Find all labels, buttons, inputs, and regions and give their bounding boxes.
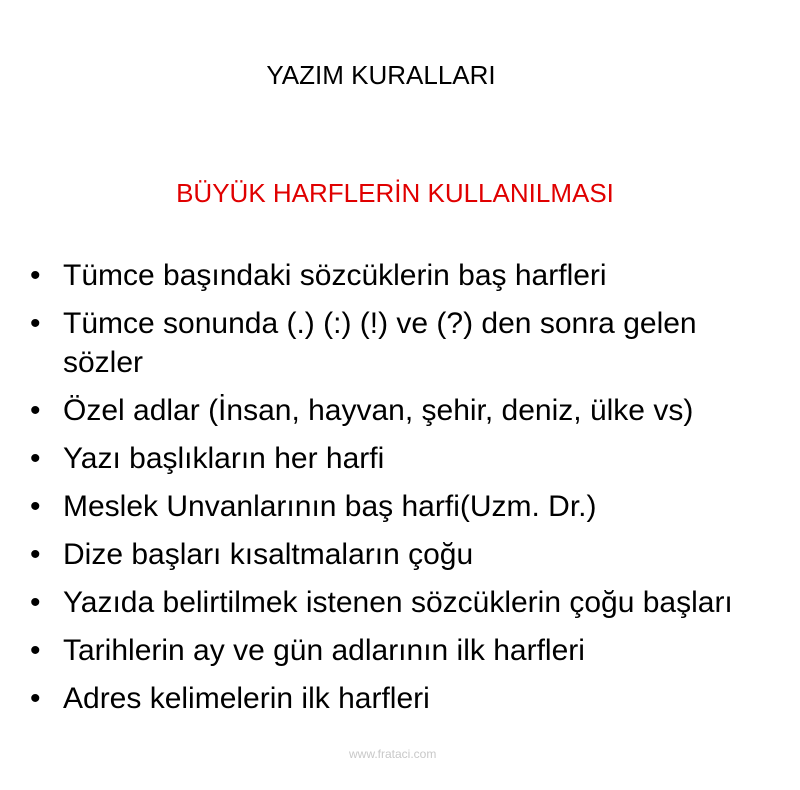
- bullet-icon: •: [30, 307, 41, 340]
- bullet-icon: •: [30, 538, 41, 571]
- bullet-item: [0, 391, 800, 430]
- bullet-item: [0, 304, 800, 382]
- bullet-icon: •: [30, 634, 41, 667]
- slide-title: YAZIM KURALLARI: [266, 60, 496, 90]
- bullet-text: Yazı başlıkların her harfi: [63, 442, 385, 475]
- bullet-item: [0, 256, 800, 295]
- bullet-text: Meslek Unvanlarının baş harfi(Uzm. Dr.): [63, 490, 597, 523]
- bullet-text: Tümce sonunda (.) (:) (!) ve (?) den sonra gelen sözler: [63, 307, 697, 379]
- bullet-icon: •: [30, 442, 41, 475]
- bullet-list: [0, 256, 800, 727]
- bullet-icon: •: [30, 394, 41, 427]
- slide-subtitle: BÜYÜK HARFLERİN KULLANILMASI: [176, 178, 614, 208]
- bullet-item: [0, 487, 800, 526]
- bullet-item: [0, 439, 800, 478]
- bullet-item: [0, 631, 800, 670]
- bullet-icon: •: [30, 586, 41, 619]
- bullet-text: Tümce başındaki sözcüklerin baş harfleri: [63, 259, 607, 292]
- bullet-text: Adres kelimelerin ilk harfleri: [63, 682, 430, 715]
- bullet-item: [0, 535, 800, 574]
- watermark: www.frataci.com: [349, 747, 437, 761]
- bullet-icon: •: [30, 682, 41, 715]
- bullet-text: Özel adlar (İnsan, hayvan, şehir, deniz, ülke vs): [63, 394, 694, 427]
- bullet-item: [0, 583, 800, 622]
- bullet-text: Dize başları kısaltmaların çoğu: [63, 538, 474, 571]
- bullet-icon: •: [30, 490, 41, 523]
- bullet-item: [0, 679, 800, 718]
- bullet-text: Yazıda belirtilmek istenen sözcüklerin çoğu başları: [63, 586, 733, 619]
- bullet-text: Tarihlerin ay ve gün adlarının ilk harfleri: [63, 634, 585, 667]
- bullet-icon: •: [30, 259, 41, 292]
